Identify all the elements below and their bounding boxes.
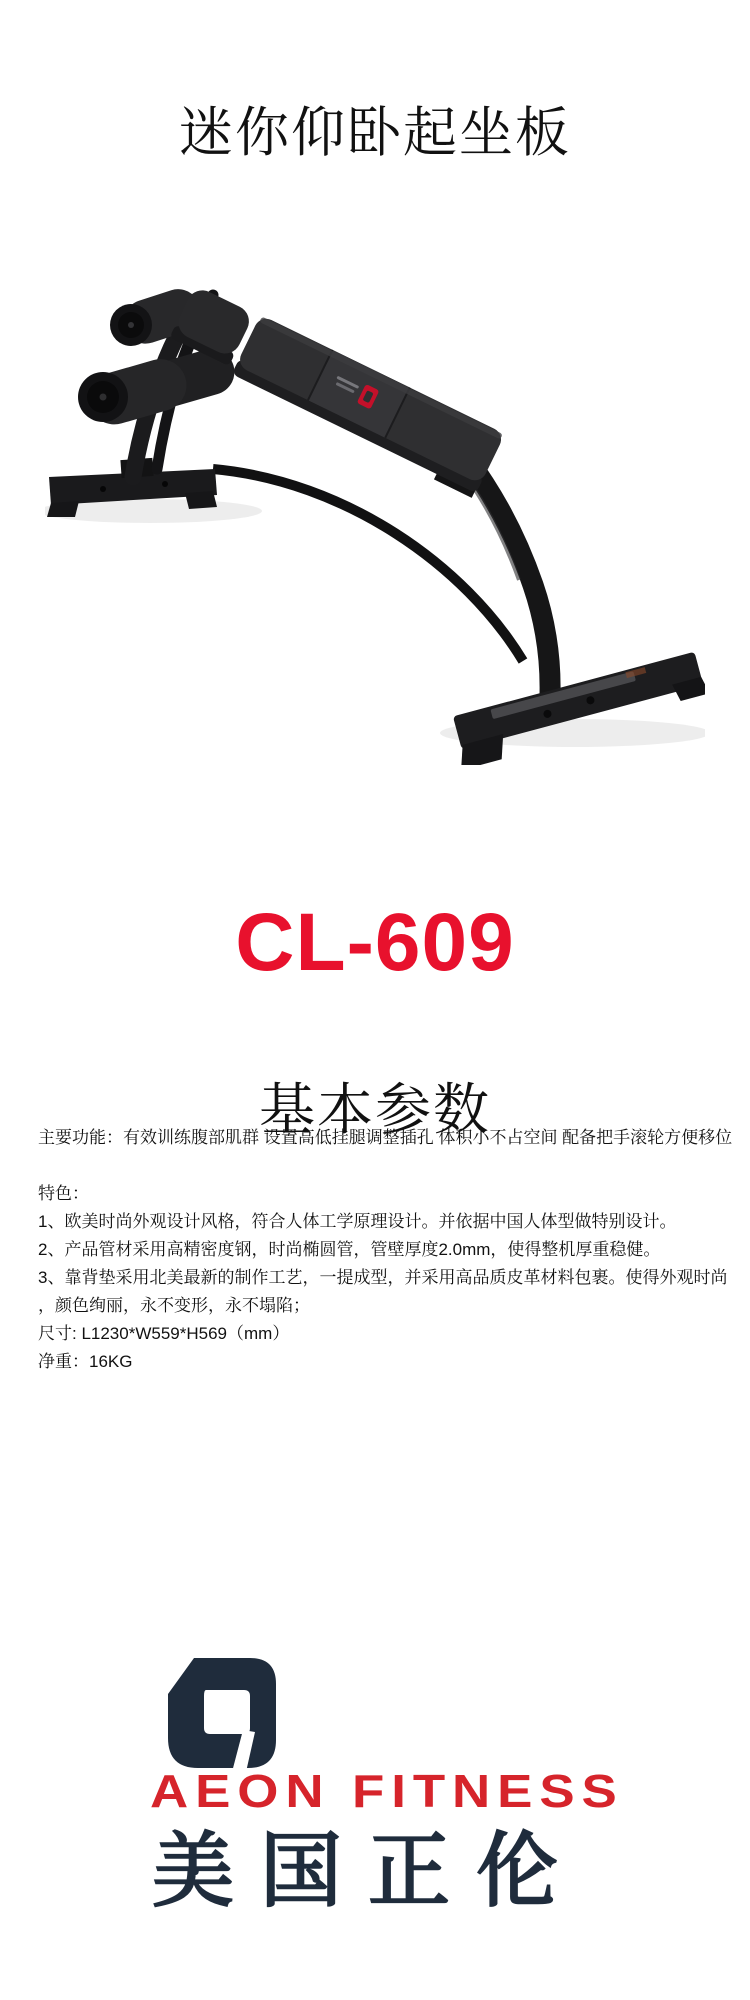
spec-dimensions: 尺寸: L1230*W559*H569（mm） — [38, 1324, 290, 1343]
spec-feature-line-3: 3、靠背垫采用北美最新的制作工艺，一提成型，并采用高品质皮革材料包裹。使得外观时尚 — [38, 1268, 728, 1287]
frame-beam — [213, 469, 523, 661]
situp-bench-illustration — [45, 265, 705, 765]
right-base — [447, 651, 705, 765]
brand-name-cn: 美国正伦 — [152, 1826, 585, 1917]
aeon-logo-icon — [158, 1656, 282, 1772]
spec-net-weight: 净重：16KG — [38, 1352, 133, 1371]
model-code: CL-609 — [235, 897, 515, 988]
section-heading: 基本参数 — [259, 1078, 491, 1142]
spec-main-function: 主要功能：有效训练腹部肌群 设置高低挂腿调整插孔 体积小不占空间 配备把手滚轮方便移位 — [38, 1128, 733, 1147]
spec-feature-line-4: ，颜色绚丽，永不变形，永不塌陷； — [38, 1296, 310, 1315]
page-title: 迷你仰卧起坐板 — [179, 103, 571, 164]
brand-name-en: AEON FITNESS — [150, 1765, 624, 1817]
spec-features-label: 特色： — [38, 1184, 89, 1203]
spec-feature-line-1: 1、欧美时尚外观设计风格，符合人体工学原理设计。并依据中国人体型做特别设计。 — [38, 1212, 677, 1231]
spec-feature-line-2: 2、产品管材采用高精密度钢，时尚椭圆管，管壁厚度2.0mm，使得整机厚重稳健。 — [38, 1240, 661, 1259]
specs-section — [38, 1124, 733, 1376]
roller-lower-front — [78, 353, 193, 431]
product-photo — [45, 265, 705, 765]
